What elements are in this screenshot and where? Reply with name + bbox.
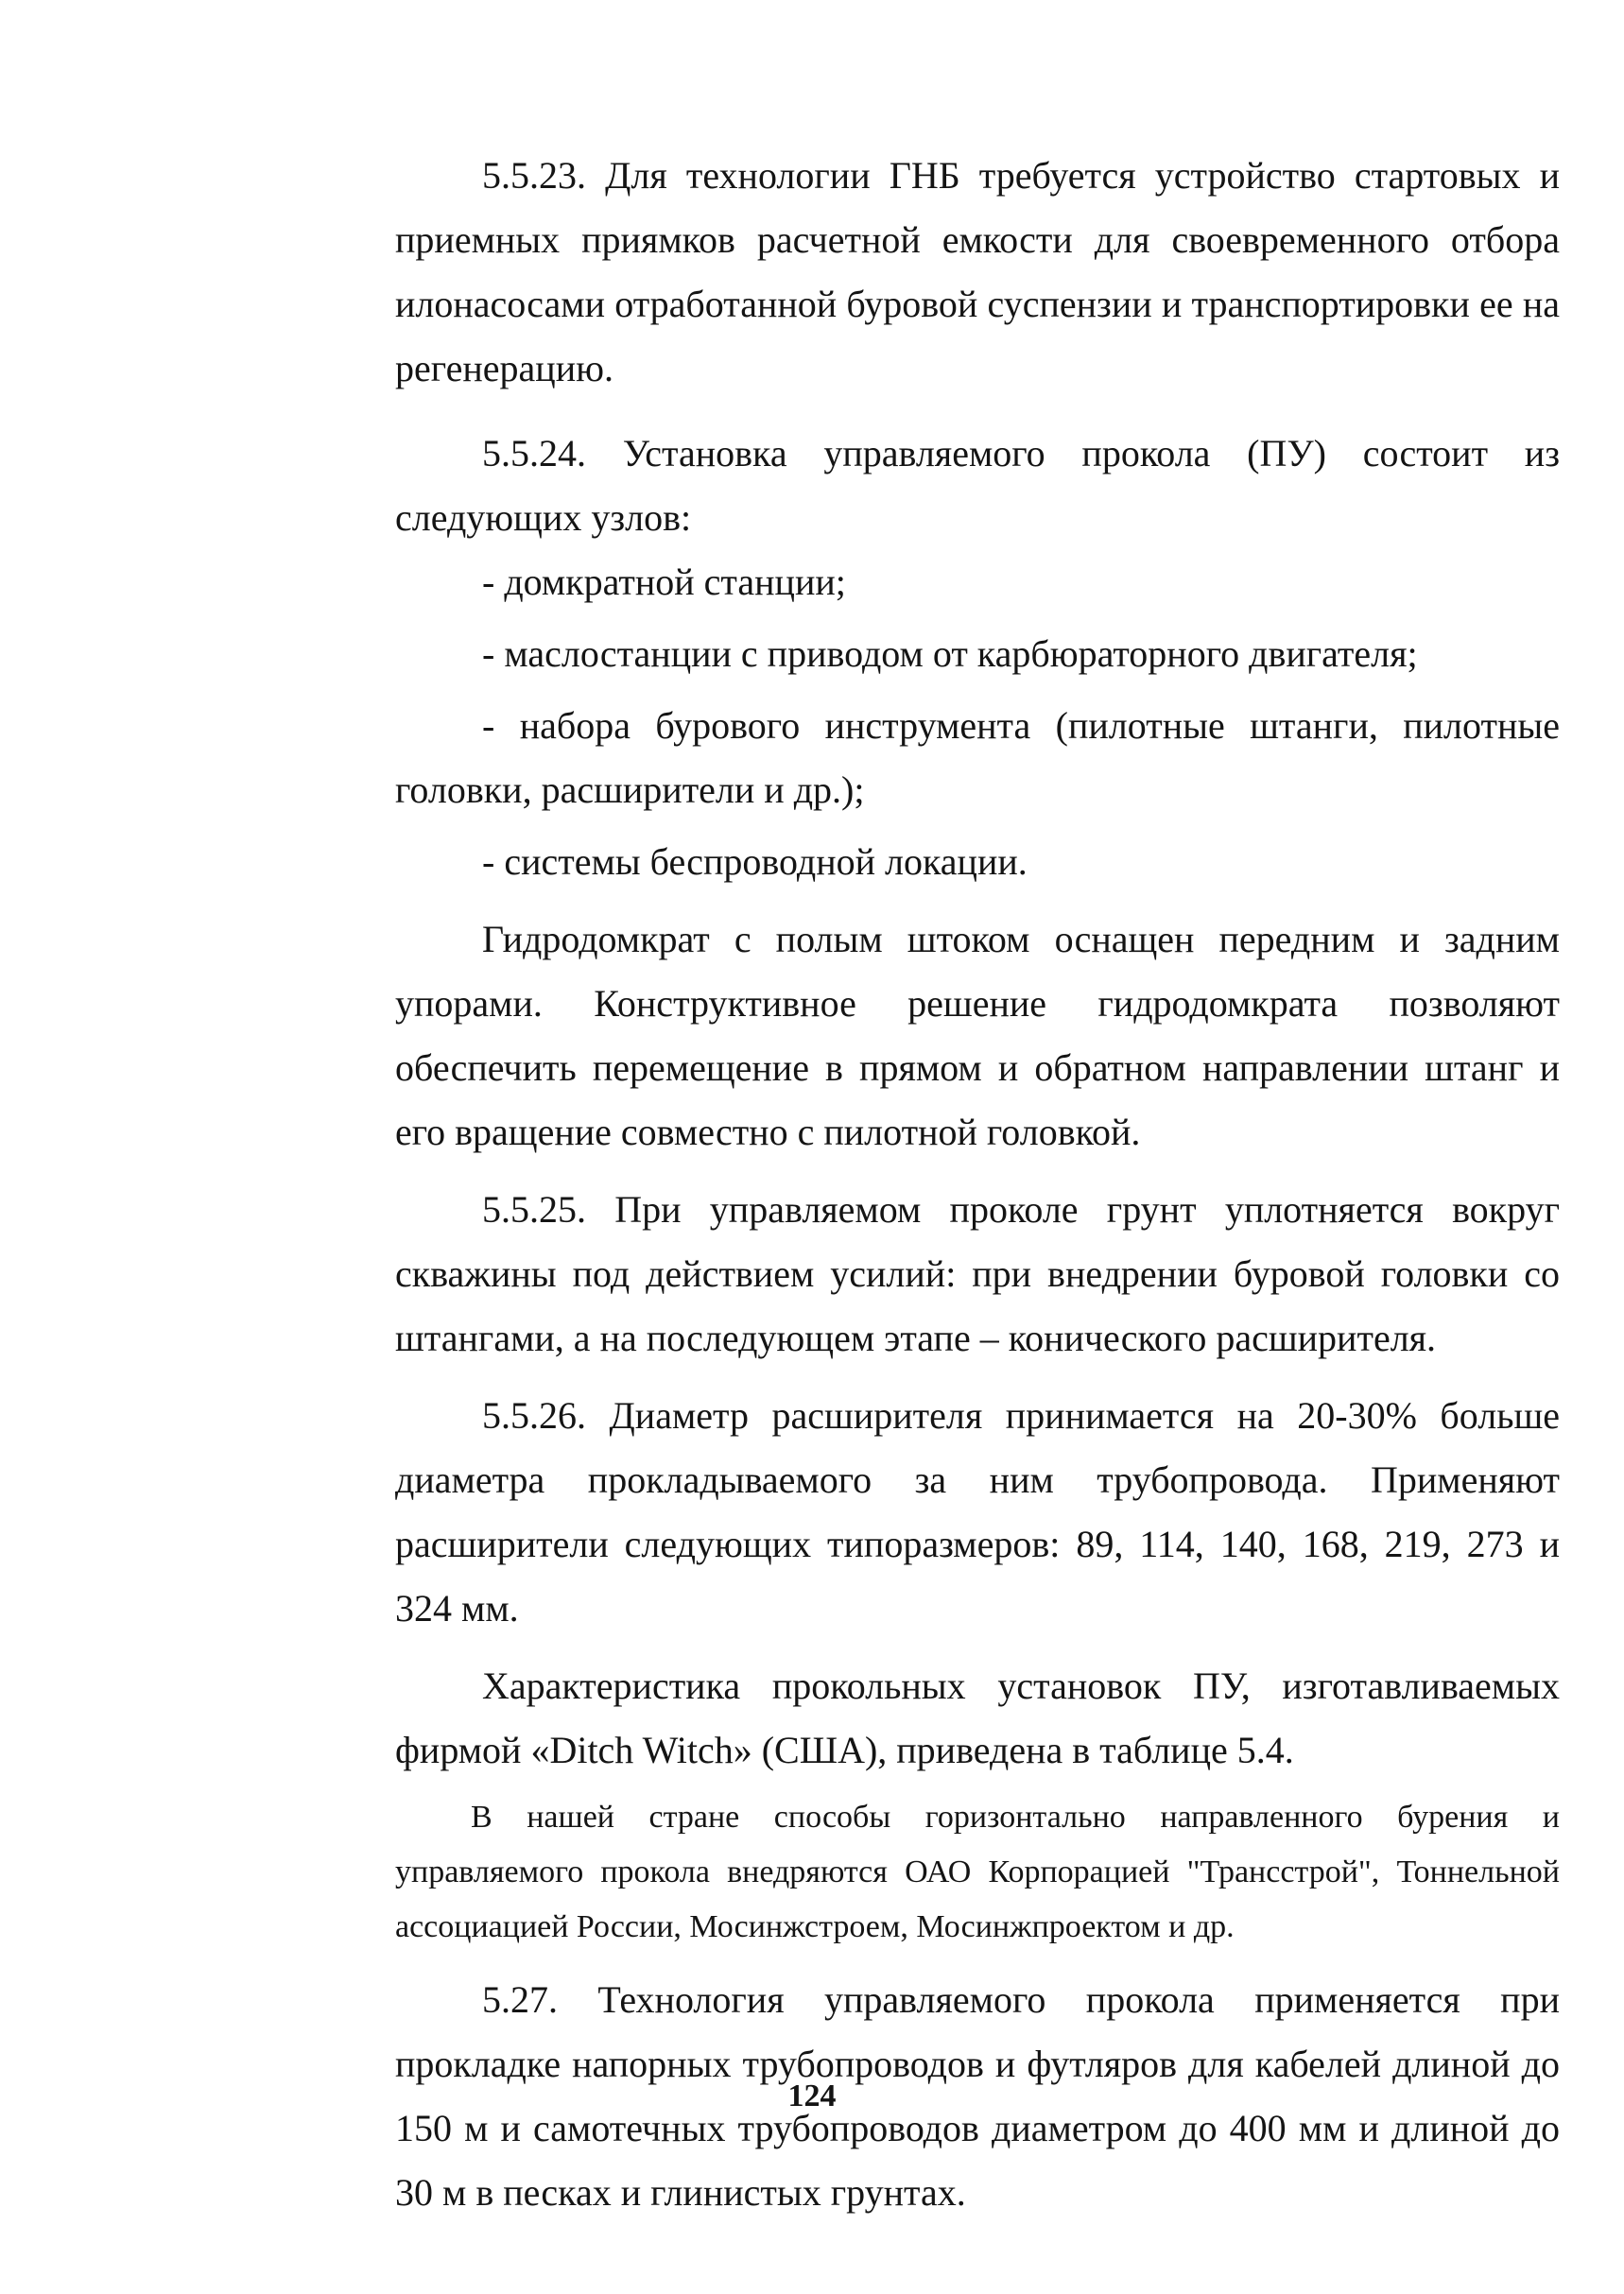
- paragraph-characteristics: Характеристика прокольных установок ПУ, изготавливаемых фирмой «Ditch Witch» (США), приведена в таблице 5.4.: [395, 1664, 1560, 1771]
- list-item: - маслостанции с приводом от карбюраторного двигателя;: [482, 632, 1418, 675]
- page-body: [395, 144, 1560, 2225]
- list-item: - домкратной станции;: [482, 561, 846, 603]
- paragraph-country: В нашей стране способы горизонтально направленного бурения и управляемого прокола внедряются ОАО Корпорацией "Трансстрой", Тоннельной ассоциацией России, Мосинжстроем, Мосинжпроектом и др.: [395, 1800, 1560, 1944]
- paragraph-5-5-26: 5.5.26. Диаметр расширителя принимается на 20-30% больше диаметра прокладываемого за ним трубопровода. Применяют расширители следующих типоразмеров: 89, 114, 140, 168, 219, 273 и 324 мм.: [395, 1394, 1560, 1630]
- paragraph-5-27: 5.27. Технология управляемого прокола применяется при прокладке напорных трубопроводов и футляров для кабелей длиной до 150 м и самотечных трубопроводов диаметром до 400 мм и длиной до 30 м в песках и глинистых грунтах.: [395, 1978, 1560, 2214]
- list-item: - набора бурового инструмента (пилотные штанги, пилотные головки, расширители и др.);: [395, 704, 1560, 811]
- list-item: - системы беспроводной локации.: [482, 840, 1028, 883]
- component-list: [395, 550, 1560, 894]
- paragraph-5-5-23: 5.5.23. Для технологии ГНБ требуется устройство стартовых и приемных приямков расчетной емкости для своевременного отбора илонасосами отработанной буровой суспензии и транспортировки ее на регенерацию.: [395, 154, 1560, 389]
- paragraph-5-5-24-intro: 5.5.24. Установка управляемого прокола (ПУ) состоит из следующих узлов:: [395, 432, 1560, 539]
- paragraph-hydrojack: Гидродомкрат с полым штоком оснащен передним и задним упорами. Конструктивное решение гидродомкрата позволяют обеспечить перемещение в прямом и обратном направлении штанг и его вращение совместно с пилотной головкой.: [395, 918, 1560, 1153]
- paragraph-5-5-25: 5.5.25. При управляемом проколе грунт уплотняется вокруг скважины под действием усилий: при внедрении буровой головки со штангами, а на последующем этапе – конического расширителя.: [395, 1188, 1560, 1359]
- page-number: 124: [787, 2078, 837, 2113]
